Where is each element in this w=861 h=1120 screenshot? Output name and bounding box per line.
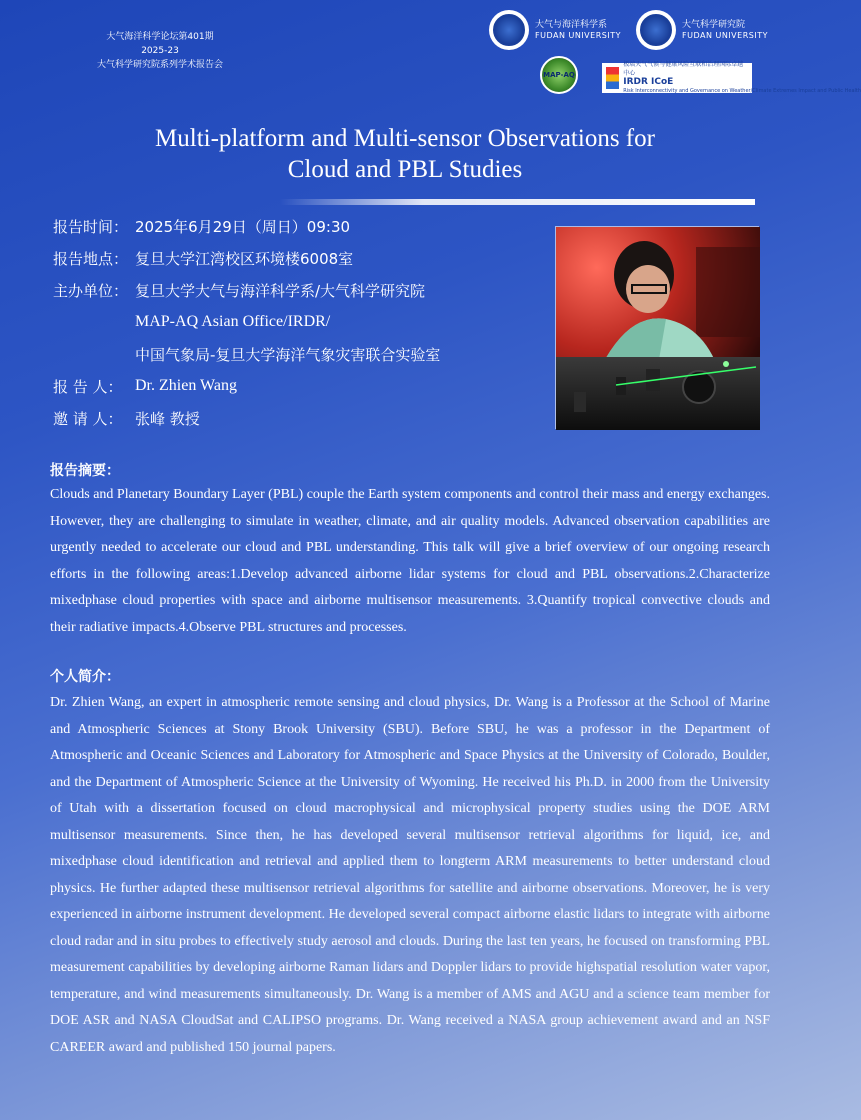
info-value: 中国气象局-复旦大学海洋气象灾害联合实验室 — [135, 345, 441, 364]
info-organizer — [53, 274, 533, 306]
info-location — [53, 242, 533, 274]
fudan-inst-seal-icon — [636, 10, 676, 50]
fudan-dept-logo — [489, 10, 621, 50]
info-label: 报告地点： — [53, 249, 129, 268]
event-info — [53, 210, 533, 434]
abstract-text: Clouds and Planetary Boundary Layer (PBL) couple the Earth system components and control their mass and energy exchanges. However, they are challenging to simulate in weather, climate, and air quality models. Advanced observation capabilities are urgently needed to accelerate our cloud and PBL understanding. This talk will give a brief overview of our ongoing research efforts in the following areas:1.Develop advanced airborne lidar systems for cloud and PBL observations.2.Characterize mixedphase cloud properties with space and airborne multisensor measurements. 3.Quantify tropical convective clouds and their radiative impacts.4.Observe PBL structures and processes. — [50, 487, 770, 635]
code-line: 2025-23 — [141, 46, 179, 56]
info-label: 报 告 人： — [53, 377, 123, 396]
info-label: 报告时间： — [53, 217, 129, 236]
info-time — [53, 210, 533, 242]
info-value: Dr. Zhien Wang — [135, 377, 237, 394]
talk-title-line2: Cloud and PBL Studies — [287, 156, 523, 183]
info-value: 复旦大学江湾校区环境楼6008室 — [135, 249, 354, 268]
info-organizer-2 — [53, 306, 533, 338]
info-value: 复旦大学大气与海洋科学系/大气科学研究院 — [135, 281, 426, 300]
irdr-mark-icon — [606, 67, 619, 89]
irdr-top: 极端天气气候与健康风险互联和治理国际卓越中心 — [623, 61, 744, 77]
info-organizer-3 — [53, 338, 533, 370]
irdr-logo — [602, 61, 861, 94]
info-speaker — [53, 370, 533, 402]
forum-line: 大气海洋科学论坛第401期 — [106, 32, 214, 42]
series-line: 大气科学研究院系列学术报告会 — [96, 60, 223, 70]
fudan-dept-cn: 大气与海洋科学系 — [535, 20, 608, 30]
event-header — [60, 30, 260, 72]
mapaq-label: MAP-AQ — [543, 71, 575, 79]
info-label: 邀 请 人： — [53, 409, 123, 428]
fudan-inst-logo — [636, 10, 768, 50]
abstract-heading: 报告摘要： — [50, 463, 120, 479]
irdr-sub: Risk Interconnectivity and Governance on Weather/Climate Extremes Impact and Public Health — [623, 88, 861, 94]
fudan-inst-cn: 大气科学研究院 — [682, 20, 746, 30]
irdr-name: IRDR ICoE — [623, 77, 674, 87]
fudan-inst-en: FUDAN UNIVERSITY — [682, 31, 768, 40]
info-value: MAP-AQ Asian Office/IRDR/ — [135, 313, 331, 330]
talk-title-line1: Multi-platform and Multi-sensor Observations for — [155, 125, 655, 152]
info-value: 2025年6月29日（周日）09:30 — [135, 217, 351, 236]
speaker-photo — [555, 226, 759, 429]
info-value: 张峰 教授 — [135, 409, 200, 428]
bio-text: Dr. Zhien Wang, an expert in atmospheric remote sensing and cloud physics, Dr. Wang is a Professor at the School of Marine and Atmospheric Sciences at Stony Brook University (SBU). Before SBU, he was a professor in the Department of Atmospheric and Oceanic Sciences and Laboratory for Atmospheric and Space Physics at the University of Colorado, Boulder, and the Department of Atmospheric Science at the University of Wyoming. He received his Ph.D. in 2000 from the University of Utah with a dissertation focused on cloud macrophysical and microphysical property studies using the DOE ARM multisensor measurements. Since then, he has developed several multisensor retrieval algorithms for liquid, ice, and mixedphase cloud identification and retrieval and applied them to longterm ARM measurements to better understand cloud physics. He further adapted these multisensor retrieval algorithms for satellite and airborne observations. Moreover, he is very experienced in airborne instrument development. He developed several compact airborne elastic lidars to integrate with airborne cloud radar and in situ probes to effectively study aerosol and clouds. During the last ten years, he focused on transforming PBL measurement capabilities by developing airborne Raman lidars and Doppler lidars to provide highspatial resolution water vapor, temperature, and wind measurements simultaneously. Dr. Wang is a member of AMS and AGU and a science team member for DOE ASR and NASA CloudSat and CALIPSO programs. Dr. Wang received a NASA group achievement award and an NSF CAREER award and published 150 journal papers. — [50, 695, 770, 1055]
bio-heading: 个人简介： — [50, 669, 120, 685]
info-label: 主办单位： — [53, 281, 129, 300]
info-host — [53, 402, 533, 434]
fudan-dept-seal-icon — [489, 10, 529, 50]
fudan-dept-en: FUDAN UNIVERSITY — [535, 31, 621, 40]
talk-title — [60, 123, 750, 185]
title-divider — [280, 199, 755, 205]
mapaq-logo — [540, 56, 578, 94]
